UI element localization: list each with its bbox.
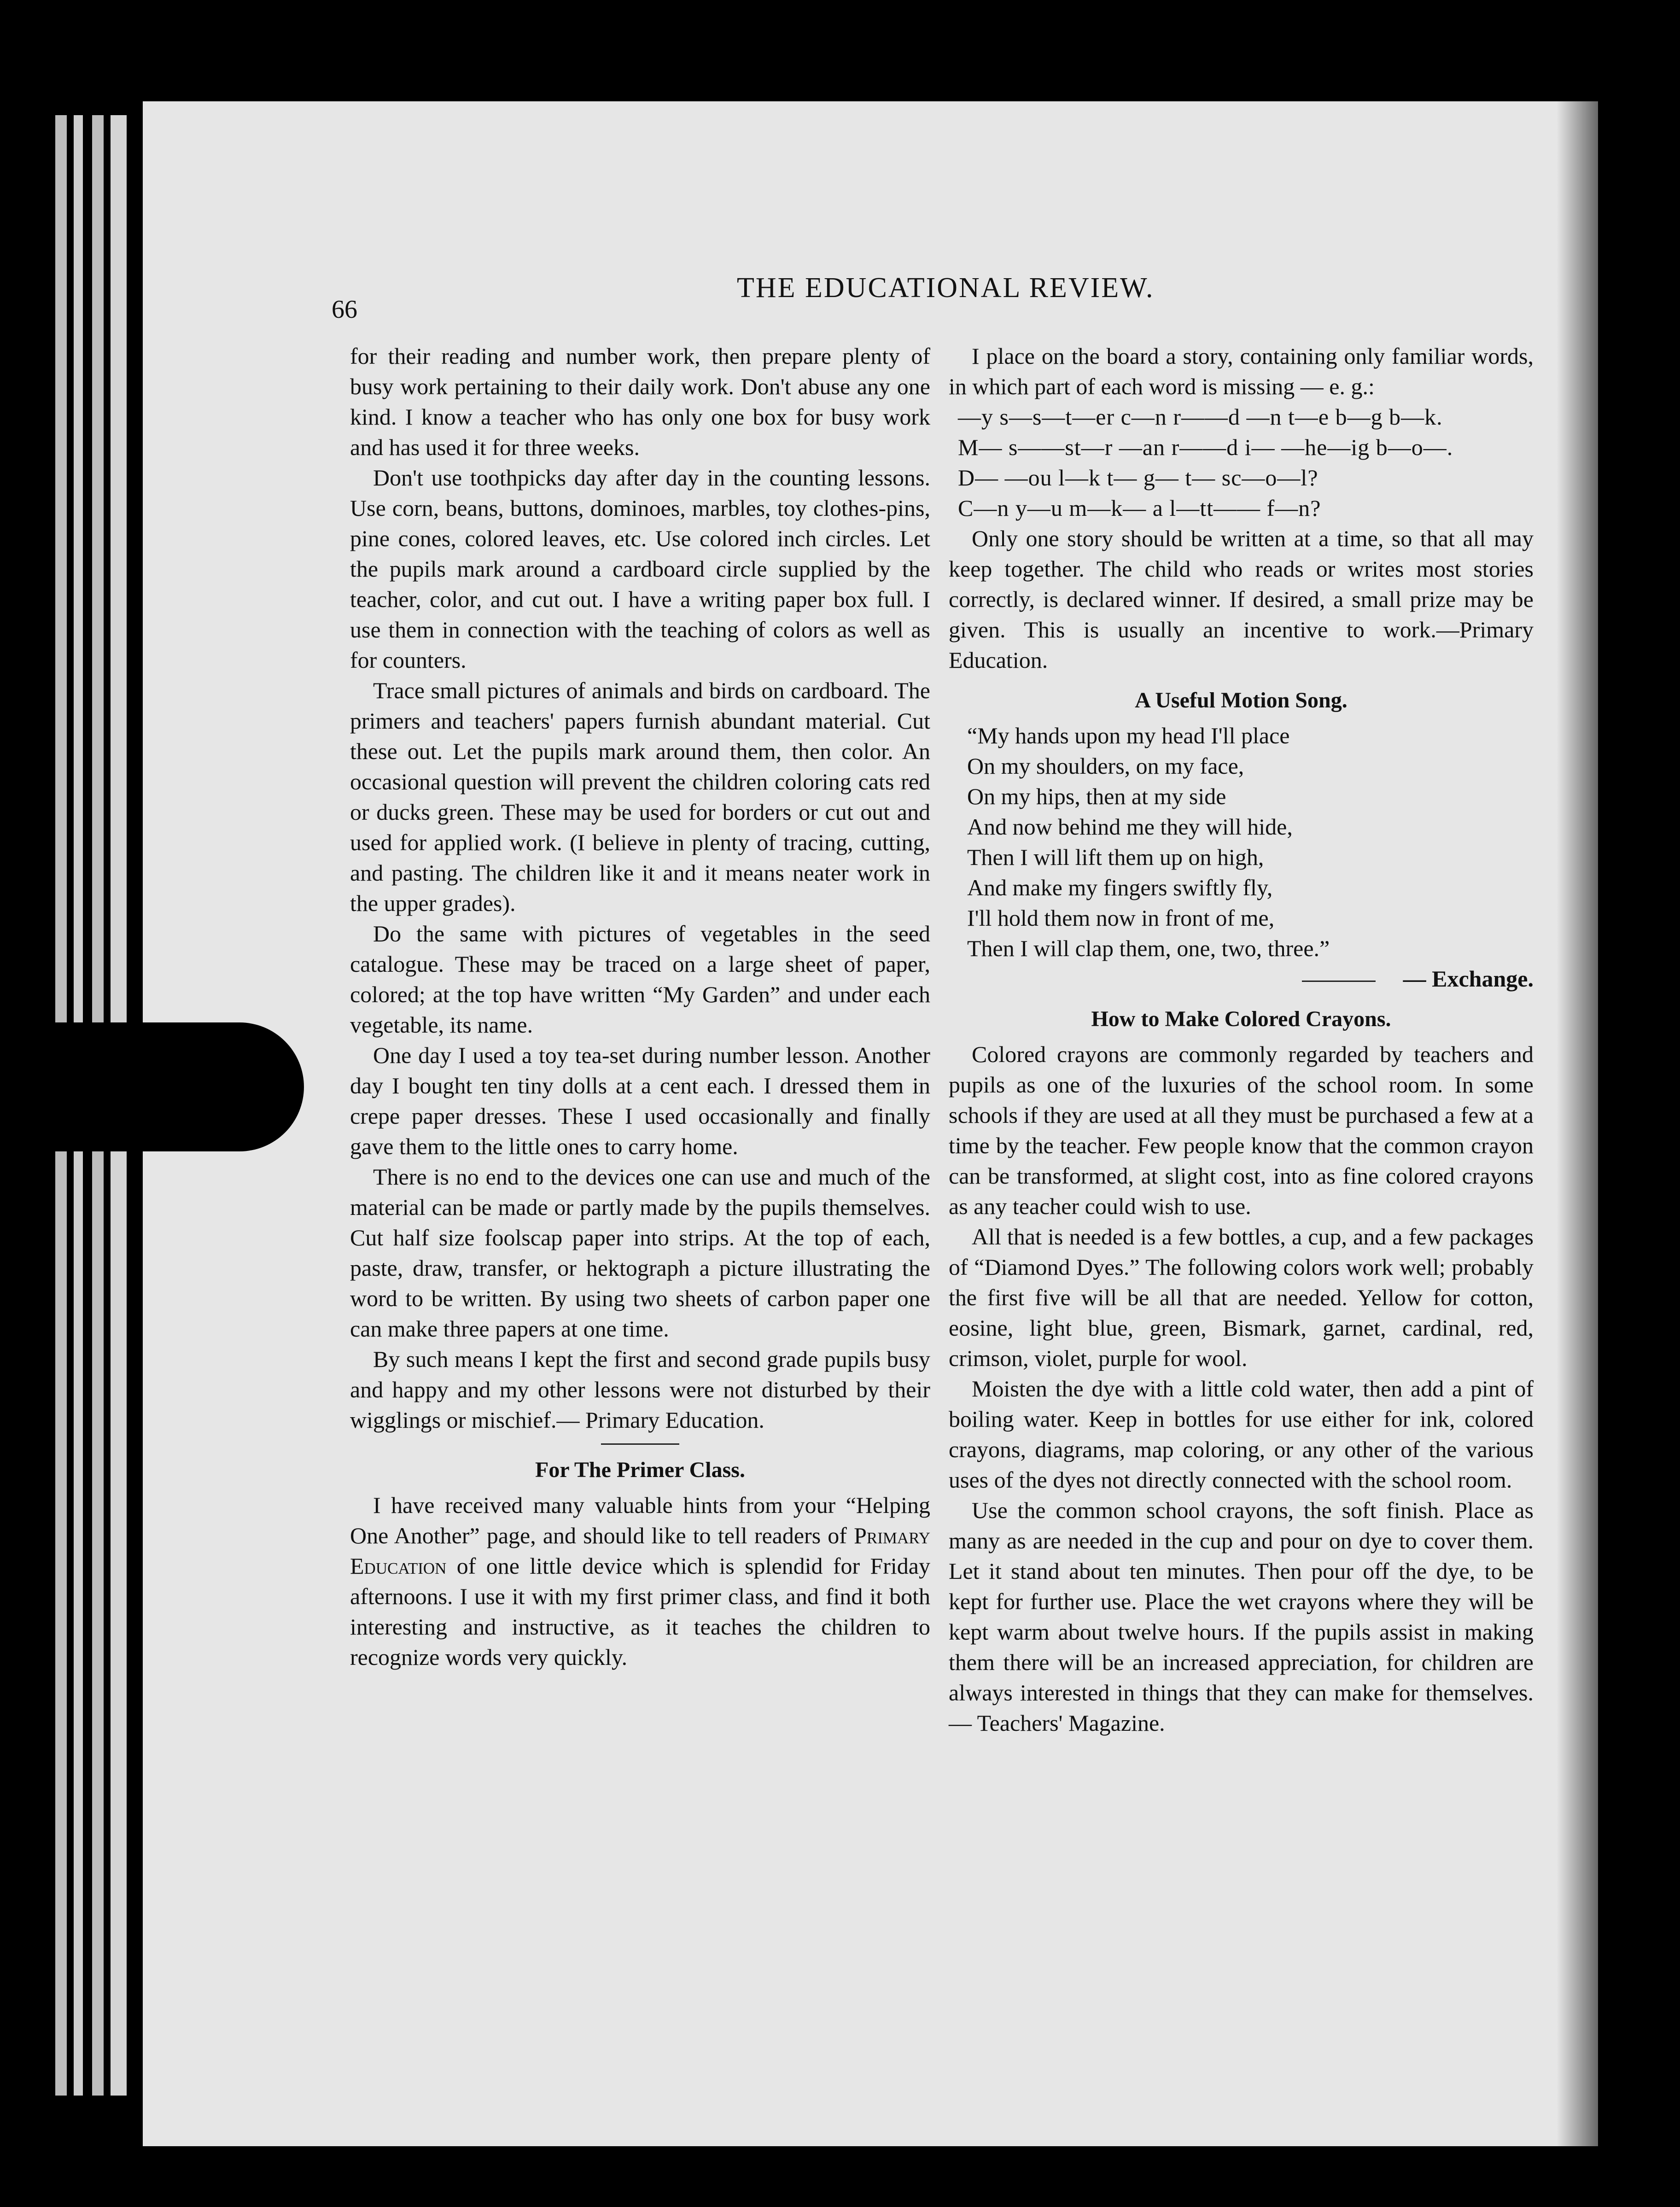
poem-line: Then I will lift them up on high, bbox=[967, 844, 1264, 870]
paragraph: All that is needed is a few bottles, a cup, and a few packages of “Diamond Dyes.” The following colors work well; probably the first five will be all that are needed. Yellow for cotton, eosine, light blue, green, Bismark, garnet, cardinal, red, crimson, violet, purple for wool. bbox=[949, 1224, 1534, 1371]
song-poem bbox=[967, 720, 1534, 963]
section-heading: For The Primer Class. bbox=[535, 1458, 745, 1482]
paragraph: I place on the board a story, containing only familiar words, in which part of each word is missing — e. g.: bbox=[949, 343, 1534, 399]
song-heading: A Useful Motion Song. bbox=[1135, 688, 1348, 712]
gutter-shadow bbox=[1557, 101, 1621, 2146]
publication-name: Primary Education bbox=[350, 1523, 930, 1579]
poem-line: “My hands upon my head I'll place bbox=[967, 723, 1290, 748]
poem-line: Then I will clap them, one, two, three.” bbox=[967, 935, 1330, 961]
paragraph: Trace small pictures of animals and birds on cardboard. The primers and teachers' papers furnish abundant material. Cut these out. Let the pupils mark around them, then color. An occasional question will prevent the children coloring cats red or ducks green. These may be used for borders or cut out and used for applied work. (I believe in plenty of tracing, cutting, and pasting. The children like it and it means neater work in the upper grades). bbox=[350, 677, 930, 916]
paragraph: There is no end to the devices one can use and much of the material can be made or partly made by the pupils themselves. Cut half size foolscap paper into strips. At the top of each, paste, draw, transfer, or hektograph a picture illustrating the word to be written. By using two sheets of carbon paper one can make three papers at one time. bbox=[350, 1164, 930, 1342]
right-column bbox=[949, 341, 1534, 1738]
running-head: THE EDUCATIONAL REVIEW. bbox=[737, 272, 1155, 304]
left-column bbox=[350, 341, 930, 1672]
attribution-rule bbox=[1302, 981, 1376, 982]
paragraph bbox=[350, 1490, 930, 1672]
poem-line: On my shoulders, on my face, bbox=[967, 753, 1244, 779]
paragraph: Only one story should be written at a time, so that all may keep together. The child who reads or writes most stories correctly, is declared winner. If desired, a small prize may be given. This is usually an incentive to work.—Primary Education. bbox=[949, 525, 1534, 673]
text-span: of one little device which is splendid for Friday afternoons. I use it with my first primer class, and find it both interesting and instructive, as it teaches the children to recognize words very quickly. bbox=[350, 1553, 931, 1670]
thumb-shadow bbox=[0, 1022, 304, 1151]
paragraph: Don't use toothpicks day after day in the counting lessons. Use corn, beans, buttons, dominoes, marbles, toy clothes-pins, pine cones, colored leaves, etc. Use colored inch circles. Let the pupils mark around a cardboard circle supplied by the teacher, color, and cut out. I have a writing paper box full. I use them in connection with the teaching of colors as well as for counters. bbox=[350, 465, 930, 673]
paragraph: Moisten the dye with a little cold water, then add a pint of boiling water. Keep in bottles for use either for ink, colored crayons, diagrams, map coloring, or any other of the various uses of the dyes not directly connected with the school room. bbox=[949, 1376, 1534, 1493]
paragraph: By such means I kept the first and second grade pupils busy and happy and my other lessons were not disturbed by their wigglings or mischief.— Primary Education. bbox=[350, 1346, 930, 1433]
poem-line: And now behind me they will hide, bbox=[967, 814, 1293, 840]
paragraph: Do the same with pictures of vegetables in the seed catalogue. These may be traced on a large sheet of paper, colored; at the top have written “My Garden” and under each vegetable, its name. bbox=[350, 921, 930, 1038]
paragraph: Use the common school crayons, the soft finish. Place as many as are needed in the cup and pour on dye to cover them. Let it stand about ten minutes. Then pour off the dye, to be kept for further use. Place the wet crayons where they will be kept warm about twelve hours. If the pupils assist in making them there will be an increased appreciation, for children are always interested in things that they can make for themselves.— Teachers' Magazine. bbox=[949, 1497, 1534, 1736]
poem-line: And make my fingers swiftly fly, bbox=[967, 875, 1273, 900]
song-attribution-row bbox=[949, 963, 1534, 994]
paragraph: One day I used a toy tea-set during number lesson. Another day I bought ten tiny dolls at a cent each. I dressed them in crepe paper dresses. These I used occasionally and finally gave them to the little ones to carry home. bbox=[350, 1042, 930, 1159]
puzzle-line: C—n y—u m—k— a l—tt—— f—n? bbox=[958, 495, 1321, 521]
poem-line: On my hips, then at my side bbox=[967, 783, 1226, 809]
puzzle-line: —y s—s—t—er c—n r——d —n t—e b—g b—k. bbox=[958, 404, 1443, 430]
text-span: I have received many valuable hints from your “Helping One Another” page, and should like to tell readers of bbox=[350, 1492, 930, 1548]
paragraph: Colored crayons are commonly regarded by teachers and pupils as one of the luxuries of the school room. In some schools if they are used at all they must be purchased a few at a time by the teacher. Few people know that the common crayon can be transformed, at slight cost, into as fine colored crayons as any teacher could wish to use. bbox=[949, 1041, 1534, 1219]
puzzle-line: M— s——st—r —an r——d i— —he—ig b—o—. bbox=[958, 434, 1453, 460]
paragraph: for their reading and number work, then prepare plenty of busy work pertaining to their daily work. Don't abuse any one kind. I know a teacher who has only one box for busy work and has used it for three weeks. bbox=[350, 343, 930, 460]
puzzle-line: D— —ou l—k t— g— t— sc—o—l? bbox=[958, 465, 1318, 490]
crayons-heading: How to Make Colored Crayons. bbox=[1091, 1007, 1391, 1031]
song-attribution: — Exchange. bbox=[1403, 966, 1534, 992]
section-rule bbox=[601, 1443, 679, 1445]
page-number: 66 bbox=[332, 295, 357, 324]
poem-line: I'll hold them now in front of me, bbox=[967, 905, 1275, 931]
word-puzzle bbox=[949, 402, 1534, 523]
